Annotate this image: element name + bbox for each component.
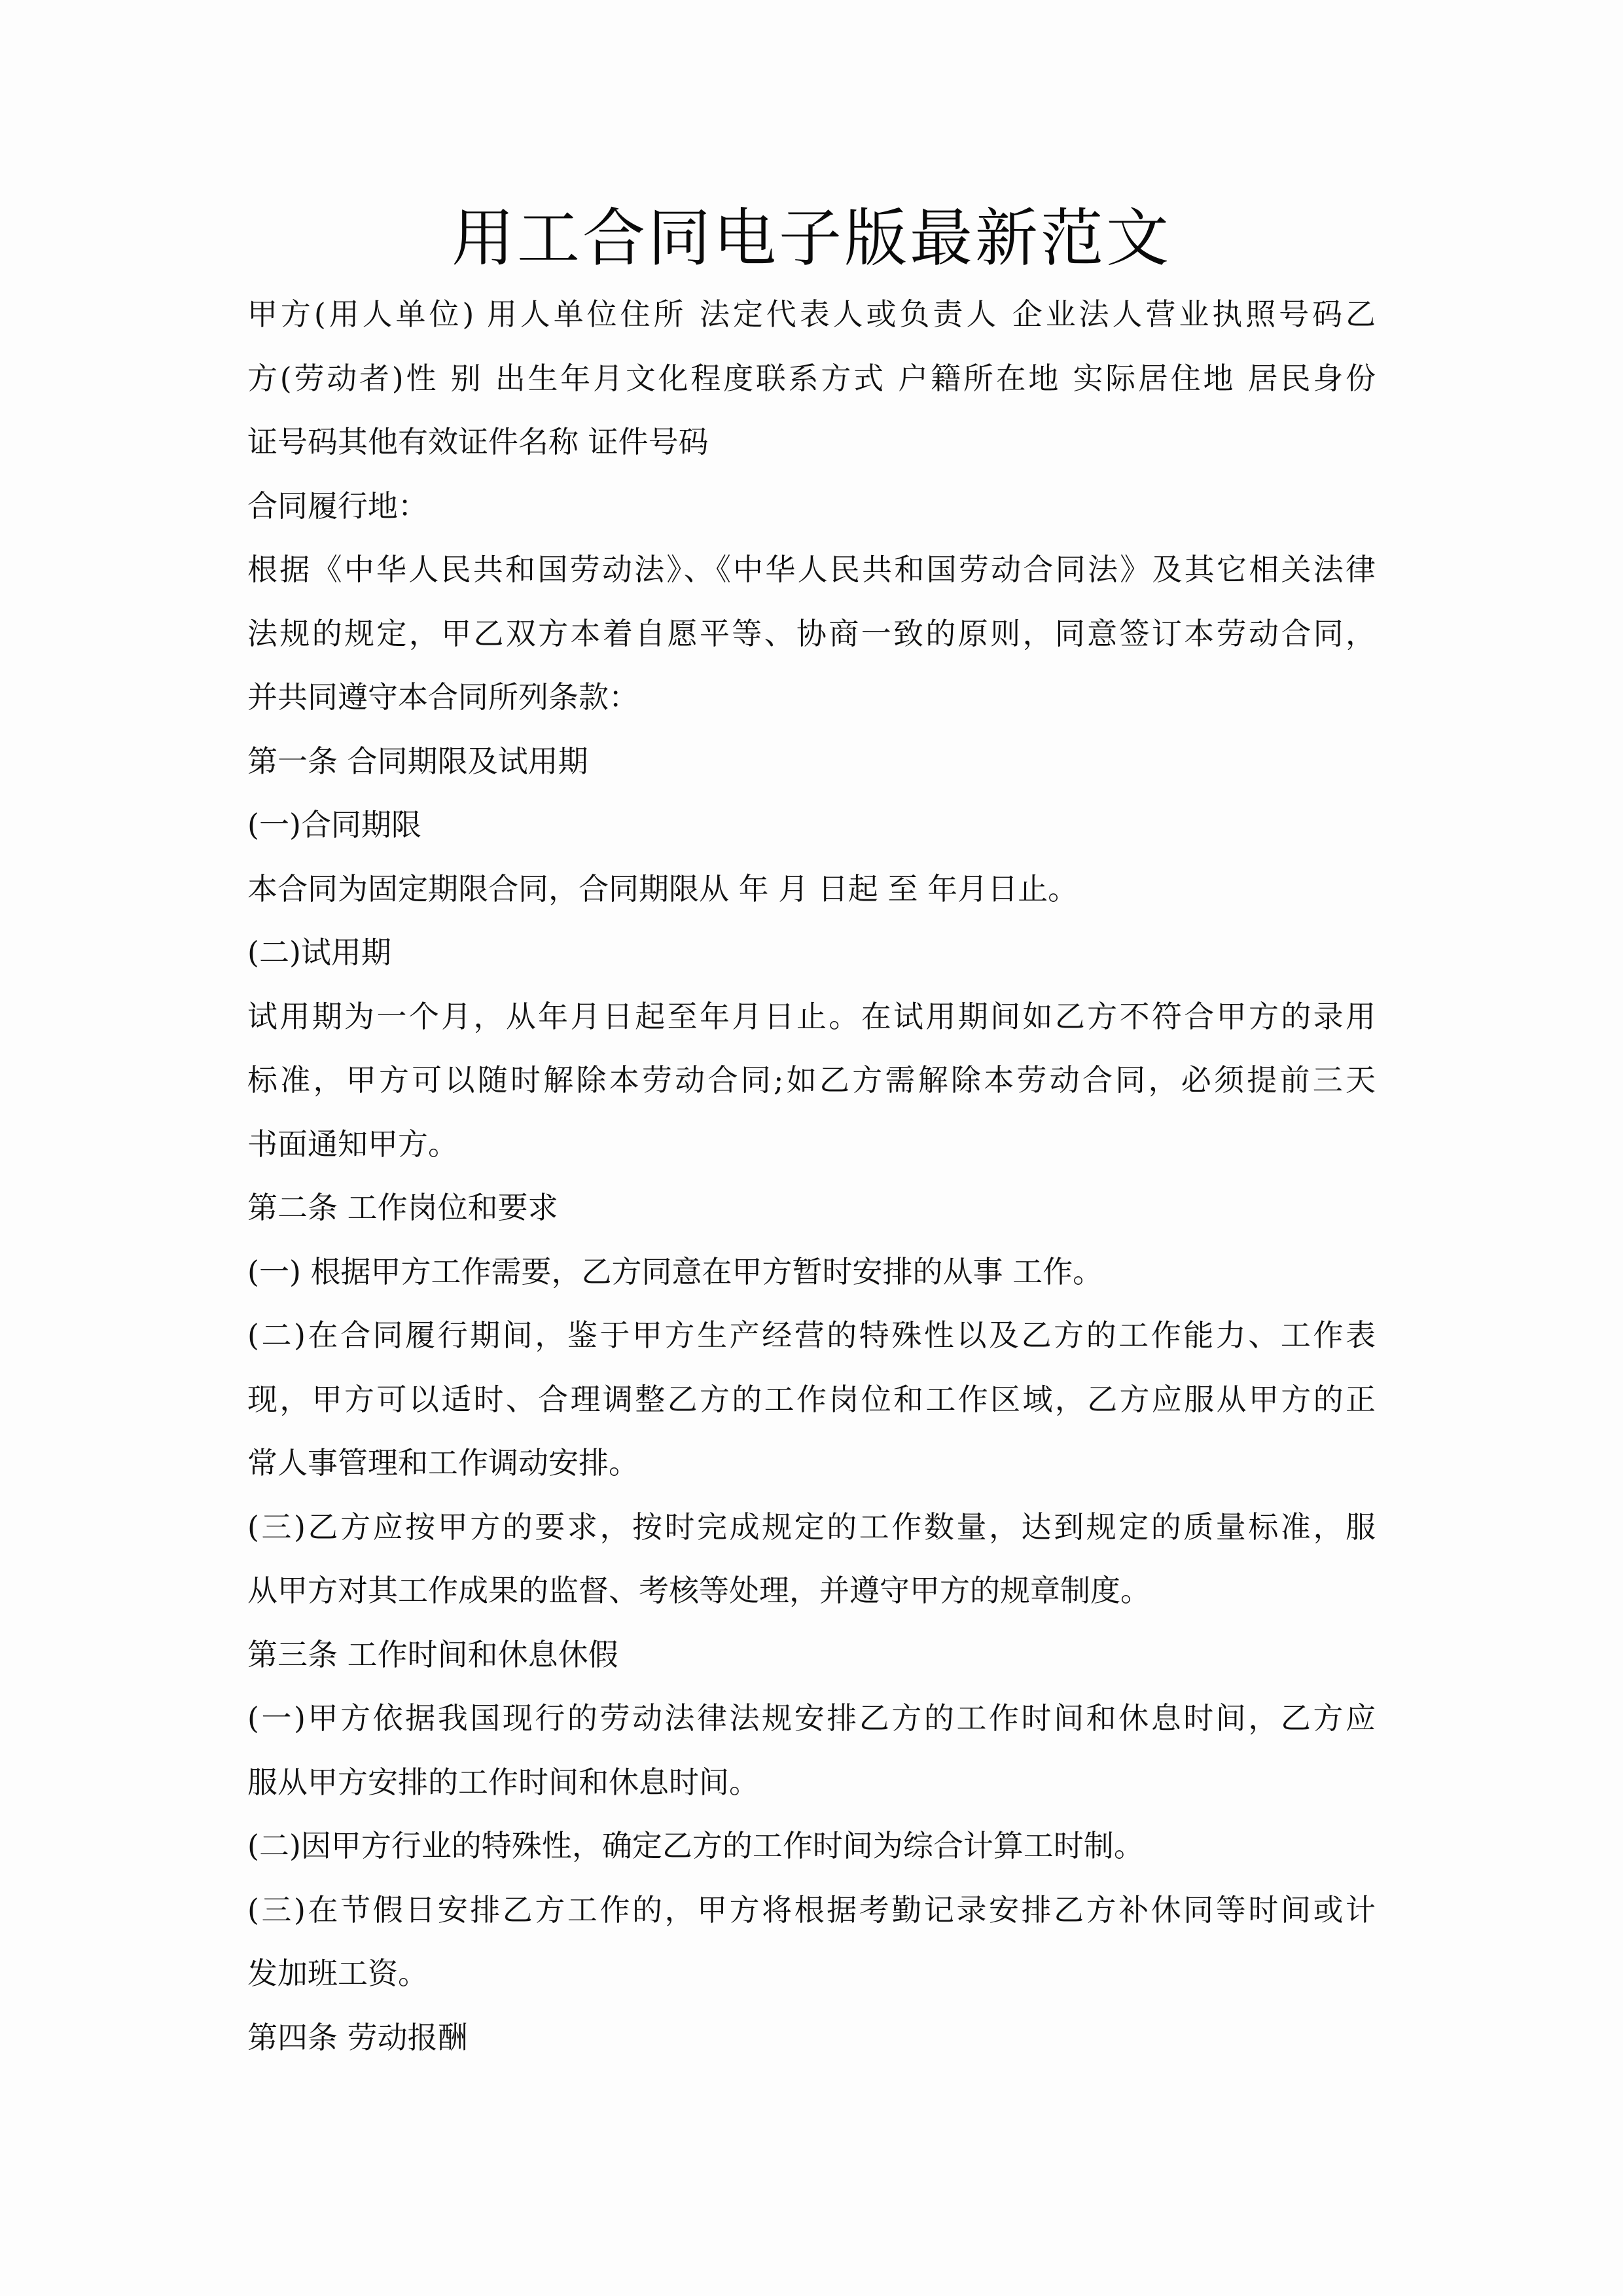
body-line: (一) 根据甲方工作需要，乙方同意在甲方暂时安排的从事 工作。: [247, 1253, 1103, 1289]
body-line: 试用期为一个月，从年月日起至年月日止。在试用期间如乙方不符合甲方的录用: [247, 998, 1376, 1034]
body-line: (二)因甲方行业的特殊性，确定乙方的工作时间为综合计算工时制。: [247, 1828, 1144, 1863]
body-line: 标准，甲方可以随时解除本劳动合同;如乙方需解除本劳动合同，必须提前三天: [247, 1062, 1376, 1098]
body-line: (一)甲方依据我国现行的劳动法律法规安排乙方的工作时间和休息时间，乙方应: [247, 1700, 1376, 1736]
body-line: 发加班工资。: [247, 1956, 428, 1991]
body-line: (三)在节假日安排乙方工作的，甲方将根据考勤记录安排乙方补休同等时间或计: [247, 1892, 1376, 1928]
body-line: 证号码其他有效证件名称 证件号码: [247, 424, 709, 459]
body-line: 书面通知甲方。: [247, 1126, 458, 1162]
body-line: 甲方(用人单位) 用人单位住所 法定代表人或负责人 企业法人营业执照号码乙: [247, 296, 1376, 332]
section-heading-article-2: 第二条 工作岗位和要求: [247, 1190, 558, 1225]
body-line: (三)乙方应按甲方的要求，按时完成规定的工作数量，达到规定的质量标准，服: [247, 1509, 1376, 1545]
section-heading-article-4: 第四条 劳动报酬: [247, 2019, 468, 2055]
body-line: 根据《中华人民共和国劳动法》、《中华人民共和国劳动合同法》及其它相关法律: [247, 552, 1376, 587]
body-line: 本合同为固定期限合同，合同期限从 年 月 日起 至 年月日止。: [247, 870, 1079, 906]
section-heading-article-1: 第一条 合同期限及试用期: [247, 743, 588, 779]
body-line: 常人事管理和工作调动安排。: [247, 1445, 639, 1480]
section-heading-article-3: 第三条 工作时间和休息休假: [247, 1636, 618, 1672]
body-line: 服从甲方安排的工作时间和休息时间。: [247, 1764, 759, 1800]
subsection-heading: (一)合同期限: [247, 807, 421, 842]
body-line: (二)在合同履行期间，鉴于甲方生产经营的特殊性以及乙方的工作能力、工作表: [247, 1318, 1376, 1353]
body-line: 从甲方对其工作成果的监督、考核等处理，并遵守甲方的规章制度。: [247, 1573, 1150, 1608]
body-line: 并共同遵守本合同所列条款：: [247, 679, 639, 715]
subsection-heading: (二)试用期: [247, 935, 391, 970]
body-line: 合同履行地：: [247, 488, 428, 524]
document-title: 用工合同电子版最新范文: [452, 202, 1171, 275]
body-line: 法规的规定，甲乙双方本着自愿平等、协商一致的原则，同意签订本劳动合同，: [247, 615, 1376, 651]
body-line: 方(劳动者)性 别 出生年月文化程度联系方式 户籍所在地 实际居住地 居民身份: [247, 360, 1376, 396]
body-line: 现，甲方可以适时、合理调整乙方的工作岗位和工作区域，乙方应服从甲方的正: [247, 1381, 1376, 1417]
